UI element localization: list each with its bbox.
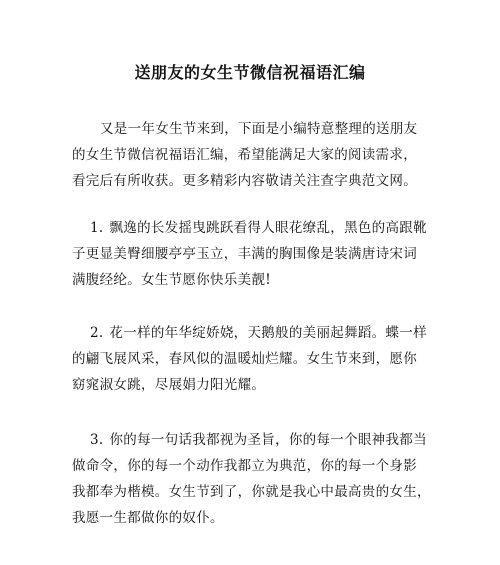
blessing-line: 子更显美臀细腰亭亭玉立，丰满的胸围像是装满唐诗宋词: [72, 246, 417, 262]
blessing-line: 满腹经纶。女生节愿你快乐美靓!: [72, 272, 271, 288]
item-number: 1.: [90, 220, 104, 236]
item-number: 2.: [90, 325, 104, 341]
blessing-item-2: [72, 320, 442, 398]
blessing-text: 你的每一句话我都视为圣旨，你的每一个眼神我都当: [109, 432, 427, 448]
blessing-line: 做命令，你的每一个动作我都立为典范，你的每一个身影: [72, 458, 417, 474]
intro-line: 看完后有所收获。更多精彩内容敬请关注查字典范文网。: [72, 173, 417, 189]
blessing-item-3: [72, 427, 442, 531]
blessing-line: 我都奉为楷模。女生节到了，你就是我心中最高贵的女生，: [72, 484, 431, 500]
blessing-text: 飘逸的长发摇曳跳跃看得人眼花缭乱，黑色的高跟靴: [109, 220, 427, 236]
item-number: 3.: [90, 432, 104, 448]
blessing-line: [72, 215, 442, 241]
blessing-line: [72, 320, 442, 346]
document-title: 送朋友的女生节微信祝福语汇编: [134, 63, 366, 82]
blessing-line: 的翩飞展风采，春风似的温暖灿烂耀。女生节来到，愿你: [72, 351, 417, 367]
blessing-text: 花一样的年华绽娇娆，天鹅般的美丽起舞蹈。蝶一样: [109, 325, 427, 341]
blessing-line: 我愿一生都做你的奴仆。: [72, 510, 224, 526]
intro-line: 又是一年女生节来到，下面是小编特意整理的送朋友: [100, 121, 418, 137]
blessing-line: [72, 427, 442, 453]
blessing-line: 窈窕淑女跳，尽展娟力阳光耀。: [72, 377, 266, 393]
blessing-item-1: [72, 215, 442, 293]
intro-line: 的女生节微信祝福语汇编，希望能满足大家的阅读需求，: [72, 147, 417, 163]
intro-paragraph: [72, 116, 442, 194]
